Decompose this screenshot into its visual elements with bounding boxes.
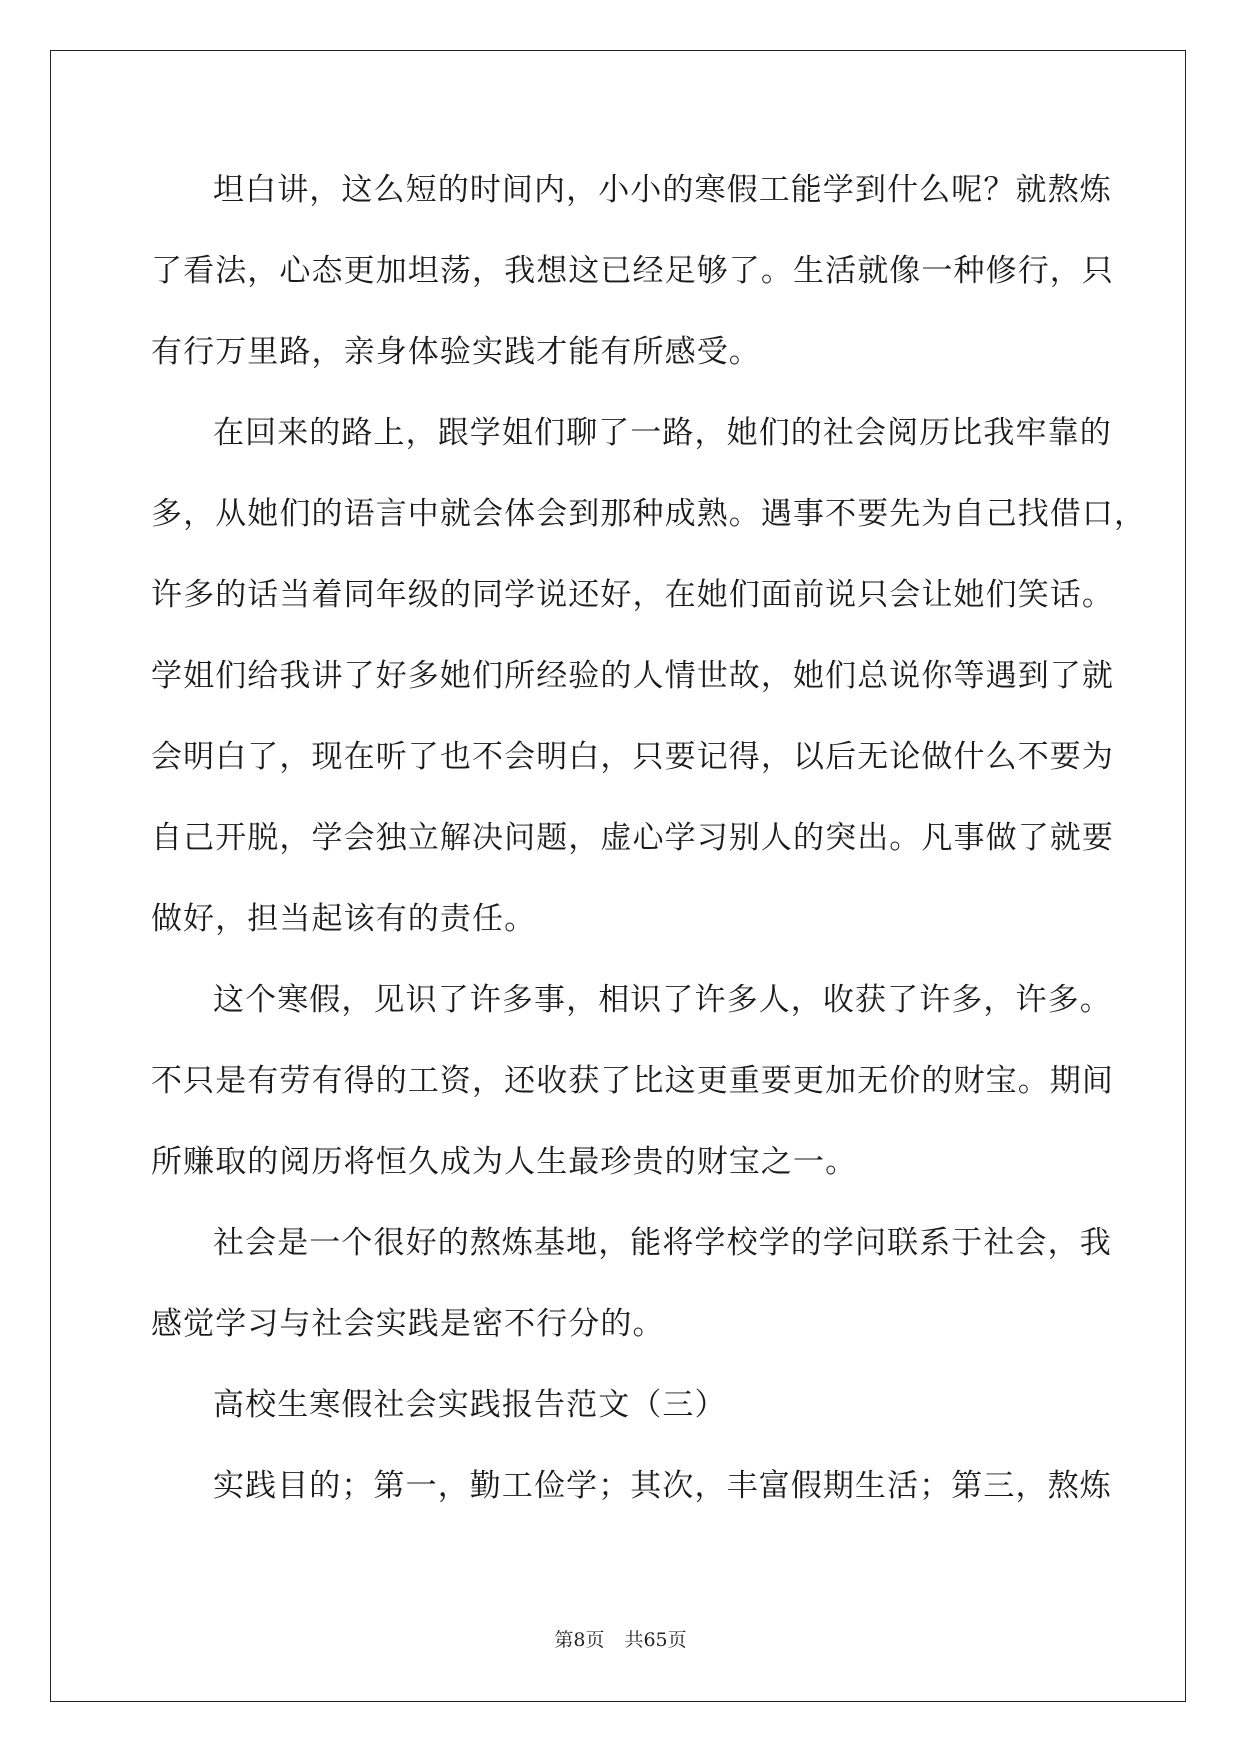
text-line: 社会是一个很好的熬炼基地，能将学校学的学问联系于社会，我 <box>213 1225 1112 1261</box>
text-line: 会明白了，现在听了也不会明白，只要记得，以后无论做什么不要为 <box>151 739 1114 775</box>
text-line: 高校生寒假社会实践报告范文（三） <box>213 1387 727 1423</box>
text-line: 许多的话当着同年级的同学说还好，在她们面前说只会让她们笑话。 <box>151 577 1114 613</box>
text-line: 多，从她们的语言中就会体会到那种成熟。遇事不要先为自己找借口， <box>151 496 1147 532</box>
text-line: 学姐们给我讲了好多她们所经验的人情世故，她们总说你等遇到了就 <box>151 658 1114 694</box>
text-line: 做好，担当起该有的责任。 <box>151 901 537 937</box>
text-line: 坦白讲，这么短的时间内，小小的寒假工能学到什么呢？就熬炼 <box>213 172 1112 208</box>
text-line: 所赚取的阅历将恒久成为人生最珍贵的财宝之一。 <box>151 1144 858 1180</box>
text-line: 感觉学习与社会实践是密不行分的。 <box>151 1306 665 1342</box>
page-footer <box>0 1625 1241 1652</box>
text-line: 了看法，心态更加坦荡，我想这已经足够了。生活就像一种修行，只 <box>151 253 1114 289</box>
text-line: 实践目的；第一，勤工俭学；其次，丰富假期生活；第三，熬炼 <box>213 1468 1112 1504</box>
text-line: 自己开脱，学会独立解决问题，虚心学习别人的突出。凡事做了就要 <box>151 820 1114 856</box>
text-line: 在回来的路上，跟学姐们聊了一路，她们的社会阅历比我牢靠的 <box>213 415 1112 451</box>
text-line: 这个寒假，见识了许多事，相识了许多人，收获了许多，许多。 <box>213 982 1112 1018</box>
current-page-number: 第8页 <box>554 1629 605 1651</box>
document-body <box>151 162 1147 1539</box>
total-page-count: 共65页 <box>624 1629 687 1651</box>
text-line: 有行万里路，亲身体验实践才能有所感受。 <box>151 334 761 370</box>
text-line: 不只是有劳有得的工资，还收获了比这更重要更加无价的财宝。期间 <box>151 1063 1114 1099</box>
